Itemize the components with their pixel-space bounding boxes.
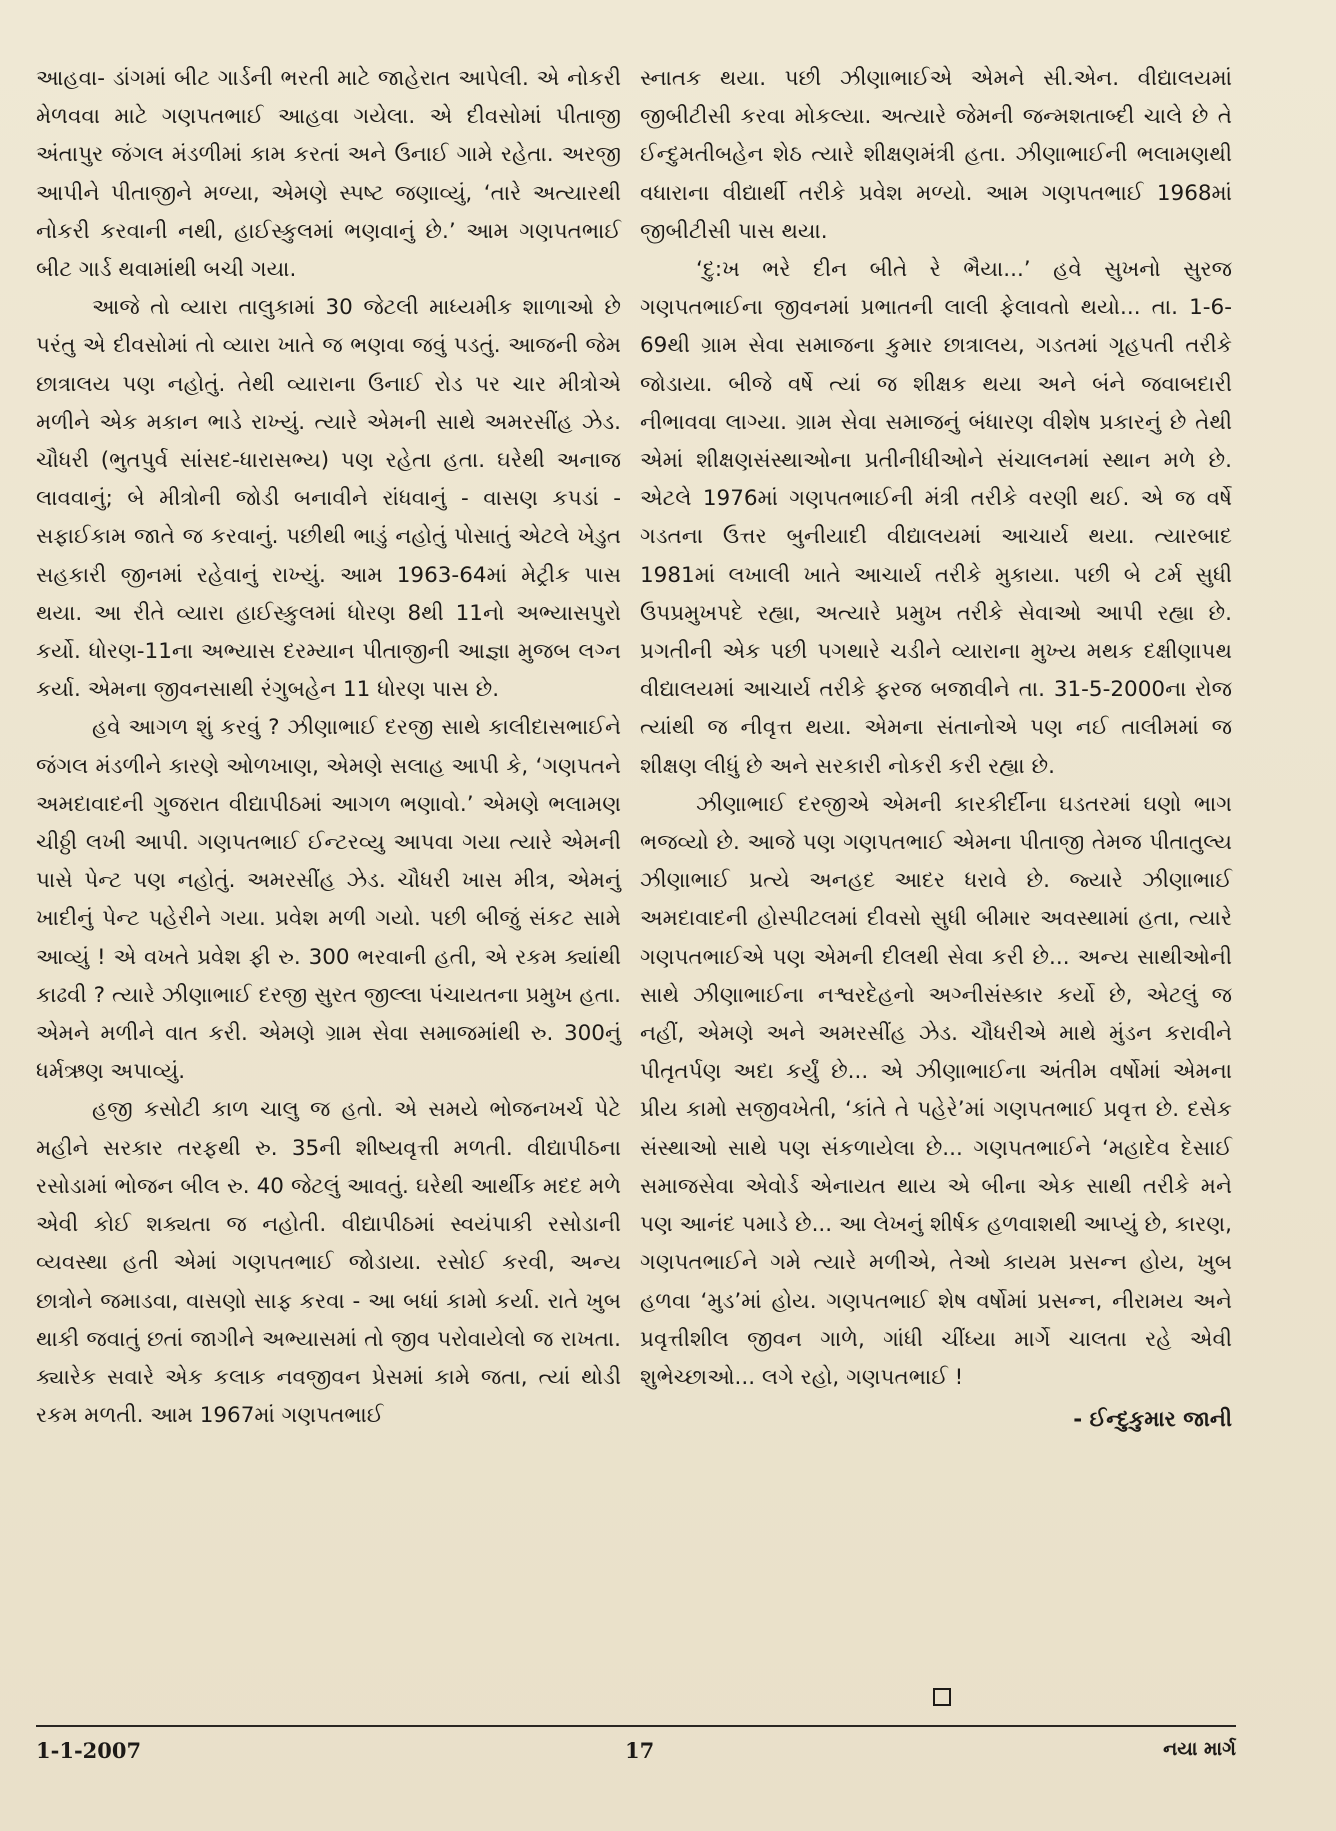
left-column <box>36 60 621 1435</box>
footer-divider <box>36 1725 1236 1727</box>
paragraph: આહવા- ડાંગમાં બીટ ગાર્ડની ભરતી માટે જાહેરાત આપેલી. એ નોકરી મેળવવા માટે ગણપતભાઈ આહવા ગયેલા. એ દીવસોમાં પીતાજી અંતાપુર જંગલ મંડળીમાં કામ કરતાં અને ઉનાઈ ગામે રહેતા. અરજી આપીને પીતાજીને મળ્યા, એમણે સ્પષ્ટ જણાવ્યું, ‘તારે અત્યારથી નોકરી કરવાની નથી, હાઈસ્કુલમાં ભણવાનું છે.’ આમ ગણપતભાઈ બીટ ગાર્ડ થવામાંથી બચી ગયા. <box>36 66 621 283</box>
paragraph: હવે આગળ શું કરવું ? ઝીણાભાઈ દરજી સાથે કાલીદાસભાઈને જંગલ મંડળીને કારણે ઓળખાણ, એમણે સલાહ આપી કે, ‘ગણપતને અમદાવાદની ગુજરાત વીદ્યાપીઠમાં આગળ ભણાવો.’ એમણે ભલામણ ચીઠ્ઠી લખી આપી. ગણપતભાઈ ઈન્ટરવ્યુ આપવા ગયા ત્યારે એમની પાસે પેન્ટ પણ નહોતું. અમરસીંહ ઝેડ. ચૌધરી ખાસ મીત્ર, એમનું ખાદીનું પેન્ટ પહેરીને ગયા. પ્રવેશ મળી ગયો. પછી બીજું સંકટ સામે આવ્યું ! એ વખતે પ્રવેશ ફી રુ. 300 ભરવાની હતી, એ રકમ ક્યાંથી કાઢવી ? ત્યારે ઝીણાભાઈ દરજી સુરત જીલ્લા પંચાયતના પ્રમુખ હતા. એમને મળીને વાત કરી. એમણે ગ્રામ સેવા સમાજમાંથી રુ. 300નું ધર્મઋણ અપાવ્યું. <box>36 715 621 1085</box>
magazine-name: નયા માર્ગ <box>1163 1738 1236 1760</box>
right-column <box>640 60 1232 1439</box>
author-signature: - ઈન્દુકુમાર જાની <box>1073 1407 1232 1433</box>
paragraph: આજે તો વ્યારા તાલુકામાં 30 જેટલી માધ્યમીક શાળાઓ છે પરંતુ એ દીવસોમાં તો વ્યારા ખાતે જ ભણવા જવું પડતું. આજની જેમ છાત્રાલય પણ નહોતું. તેથી વ્યારાના ઉનાઈ રોડ પર ચાર મીત્રોએ મળીને એક મકાન ભાડે રાખ્યું. ત્યારે એમની સાથે અમરસીંહ ઝેડ. ચૌધરી (ભુતપુર્વ સાંસદ-ધારાસભ્ય) પણ રહેતા હતા. ઘરેથી અનાજ લાવવાનું; બે મીત્રોની જોડી બનાવીને રાંધવાનું - વાસણ કપડાં - સફાઈકામ જાતે જ કરવાનું. પછીથી ભાડું નહોતું પોસાતું એટલે ખેડુત સહકારી જીનમાં રહેવાનું રાખ્યું. આમ 1963-64માં મેટ્રીક પાસ થયા. આ રીતે વ્યારા હાઈસ્કુલમાં ધોરણ 8થી 11નો અભ્યાસપુરો કર્યો. ધોરણ-11ના અભ્યાસ દરમ્યાન પીતાજીની આજ્ઞા મુજબ લગ્ન કર્યા. એમના જીવનસાથી રંગુબહેન 11 ધોરણ પાસ છે. <box>36 295 621 703</box>
issue-date: 1-1-2007 <box>36 1738 142 1763</box>
paragraph: ‘દુ:ખ ભરે દીન બીતે રે ભૈયા...’ હવે સુખનો સુરજ ગણપતભાઈના જીવનમાં પ્રભાતની લાલી ફેલાવતો થયો... તા. 1-6-69થી ગ્રામ સેવા સમાજના કુમાર છાત્રાલય, ગડતમાં ગૃહપતી તરીકે જોડાયા. બીજે વર્ષે ત્યાં જ શીક્ષક થયા અને બંને જવાબદારી નીભાવવા લાગ્યા. ગ્રામ સેવા સમાજનું બંધારણ વીશેષ પ્રકારનું છે તેથી એમાં શીક્ષણસંસ્થાઓના પ્રતીનીધીઓને સંચાલનમાં સ્થાન મળે છે. એટલે 1976માં ગણપતભાઈની મંત્રી તરીકે વરણી થઈ. એ જ વર્ષે ગડતના ઉત્તર બુનીયાદી વીદ્યાલયમાં આચાર્ય થયા. ત્યારબાદ 1981માં લખાલી ખાતે આચાર્ય તરીકે મુકાયા. પછી બે ટર્મ સુધી ઉપપ્રમુખપદે રહ્યા, અત્યારે પ્રમુખ તરીકે સેવાઓ આપી રહ્યા છે. પ્રગતીની એક પછી પગથારે ચડીને વ્યારાના મુખ્ય મથક દક્ષીણાપથ વીદ્યાલયમાં આચાર્ય તરીકે ફરજ બજાવીને તા. 31-5-2000ના રોજ ત્યાંથી જ નીવૃત્ત થયા. એમના સંતાનોએ પણ નઈ તાલીમમાં જ શીક્ષણ લીધું છે અને સરકારી નોકરી કરી રહ્યા છે. <box>640 257 1232 779</box>
page-number: 17 <box>625 1738 655 1763</box>
end-mark-icon <box>933 1688 951 1706</box>
paragraph: હજી કસોટી કાળ ચાલુ જ હતો. એ સમયે ભોજનખર્ચ પેટે મહીને સરકાર તરફથી રુ. 35ની શીષ્યવૃત્તી મળતી. વીદ્યાપીઠના રસોડામાં ભોજન બીલ રુ. 40 જેટલું આવતું. ઘરેથી આર્થીક મદદ મળે એવી કોઈ શક્યતા જ નહોતી. વીદ્યાપીઠમાં સ્વયંપાકી રસોડાની વ્યવસ્થા હતી એમાં ગણપતભાઈ જોડાયા. રસોઈ કરવી, અન્ય છાત્રોને જમાડવા, વાસણો સાફ કરવા - આ બધાં કામો કર્યા. રાતે ખુબ થાકી જવાતું છતાં જાગીને અભ્યાસમાં તો જીવ પરોવાયેલો જ રાખતા. ક્યારેક સવારે એક કલાક નવજીવન પ્રેસમાં કામે જતા, ત્યાં થોડી રકમ મળતી. આમ 1967માં ગણપતભાઈ <box>36 1097 621 1429</box>
paragraph: ઝીણાભાઈ દરજીએ એમની કારકીર્દીના ઘડતરમાં ઘણો ભાગ ભજવ્યો છે. આજે પણ ગણપતભાઈ એમના પીતાજી તેમજ પીતાતુલ્ય ઝીણાભાઈ પ્રત્યે અનહદ આદર ધરાવે છે. જ્યારે ઝીણાભાઈ અમદાવાદની હોસ્પીટલમાં દીવસો સુધી બીમાર અવસ્થામાં હતા, ત્યારે ગણપતભાઈએ પણ એમની દીલથી સેવા કરી છે... અન્ય સાથીઓની સાથે ઝીણાભાઈના નશ્વરદેહનો અગ્નીસંસ્કાર કર્યો છે, એટલું જ નહીં, એમણે અને અમરસીંહ ઝેડ. ચૌધરીએ માથે મુંડન કરાવીને પીતૃતર્પણ અદા કર્યું છે... એ ઝીણાભાઈના અંતીમ વર્ષોમાં એમના પ્રીય કામો સજીવખેતી, ‘કાંતે તે પહેરે’માં ગણપતભાઈ પ્રવૃત્ત છે. દસેક સંસ્થાઓ સાથે પણ સંકળાયેલા છે... ગણપતભાઈને ‘મહાદેવ દેસાઈ સમાજસેવા એવોર્ડ એનાયત થાય એ બીના એક સાથી તરીકે મને પણ આનંદ પમાડે છે... આ લેખનું શીર્ષક હળવાશથી આપ્યું છે, કારણ, ગણપતભાઈને ગમે ત્યારે મળીએ, તેઓ કાયમ પ્રસન્ન હોય, ખુબ હળવા ‘મુડ’માં હોય. ગણપતભાઈ શેષ વર્ષોમાં પ્રસન્ન, નીરામય અને પ્રવૃત્તીશીલ જીવન ગાળે, ગાંધી ચીંધ્યા માર્ગે ચાલતા રહે એવી શુભેચ્છાઓ... લગે રહો, ગણપતભાઈ ! <box>640 791 1232 1390</box>
paragraph: સ્નાતક થયા. પછી ઝીણાભાઈએ એમને સી.એન. વીદ્યાલયમાં જીબીટીસી કરવા મોકલ્યા. અત્યારે જેમની જન્મશતાબ્દી ચાલે છે તે ઈન્દુમતીબહેન શેઠ ત્યારે શીક્ષણમંત્રી હતા. ઝીણાભાઈની ભલામણથી વધારાના વીદ્યાર્થી તરીકે પ્રવેશ મળ્યો. આમ ગણપતભાઈ 1968માં જીબીટીસી પાસ થયા. <box>640 66 1232 244</box>
